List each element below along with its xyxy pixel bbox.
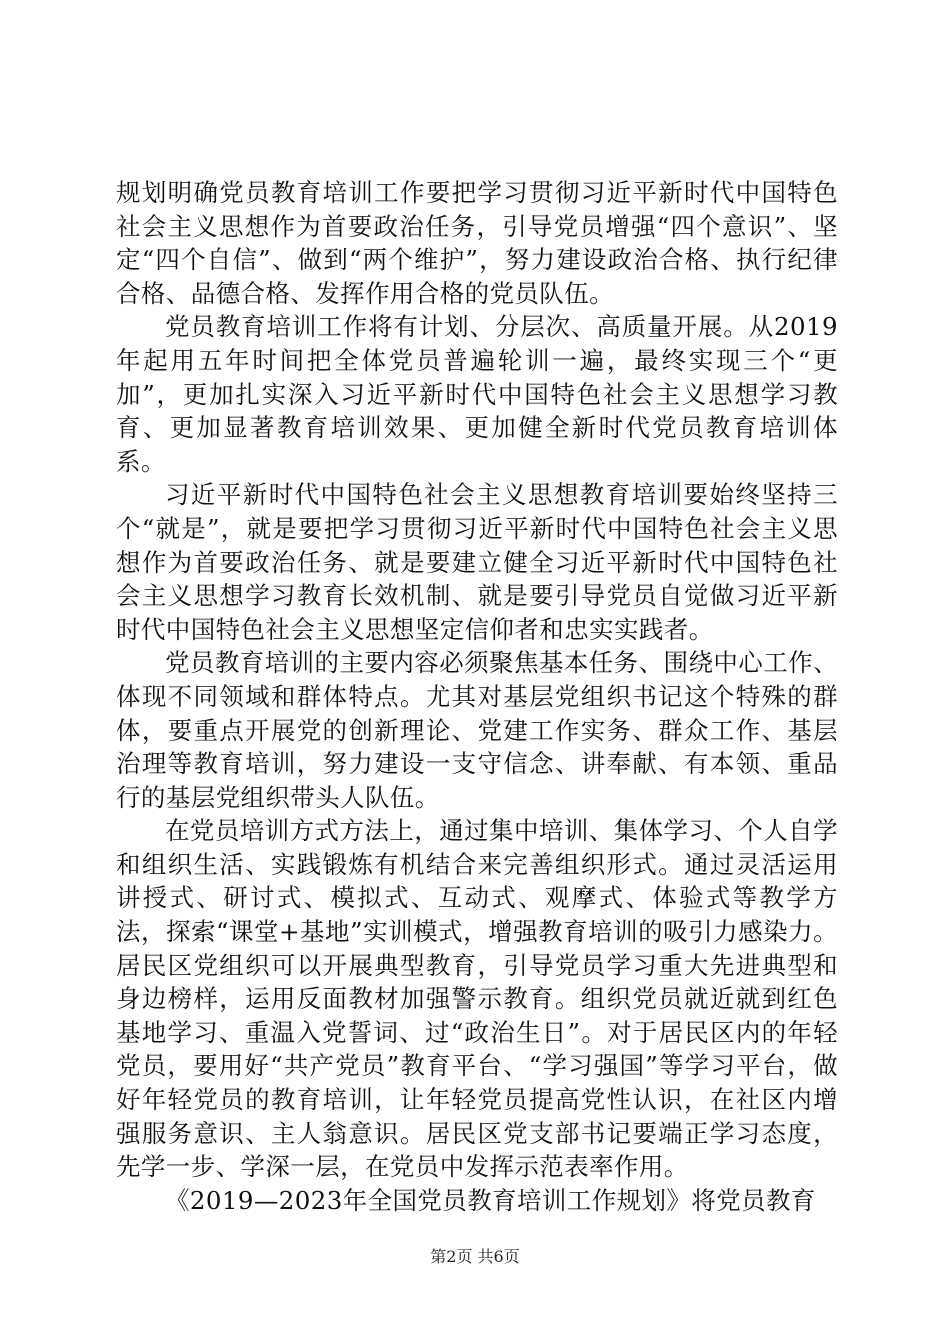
paragraph-2: 党员教育培训工作将有计划、分层次、高质量开展。从2019年起用五年时间把全体党员普遍轮训一遍，最终实现三个“更加”，更加扎实深入习近平新时代中国特色社会主义思想学习教育、更加显著教育培训效果、更加健全新时代党员教育培训体系。: [116, 312, 838, 476]
paragraph-3: 习近平新时代中国特色社会主义思想教育培训要始终坚持三个“就是”，就是要把学习贯彻习近平新时代中国特色社会主义思想作为首要政治任务、就是要建立健全习近平新时代中国特色社会主义思想学习教育长效机制、就是要引导党员自觉做习近平新时代中国特色社会主义思想坚定信仰者和忠实实践者。: [116, 480, 838, 644]
paragraph-4: 党员教育培训的主要内容必须聚焦基本任务、围绕中心工作、体现不同领域和群体特点。尤其对基层党组织书记这个特殊的群体，要重点开展党的创新理论、党建工作实务、群众工作、基层治理等教育培训，努力建设一支守信念、讲奉献、有本领、重品行的基层党组织带头人队伍。: [116, 648, 838, 812]
paragraph-1: 规划明确党员教育培训工作要把学习贯彻习近平新时代中国特色社会主义思想作为首要政治任务，引导党员增强“四个意识”、坚定“四个自信”、做到“两个维护”，努力建设政治合格、执行纪律合格、品德合格、发挥作用合格的党员队伍。: [116, 178, 838, 308]
paragraph-6: 《2019—2023年全国党员教育培训工作规划》将党员教育: [165, 1185, 816, 1215]
page-footer: [0, 1244, 950, 1267]
paragraph-5: 在党员培训方式方法上，通过集中培训、集体学习、个人自学和组织生活、实践锻炼有机结合来完善组织形式。通过灵活运用讲授式、研讨式、模拟式、互动式、观摩式、体验式等教学方法，探索“课堂+基地”实训模式，增强教育培训的吸引力感染力。居民区党组织可以开展典型教育，引导党员学习重大先进典型和身边榜样，运用反面教材加强警示教育。组织党员就近就到红色基地学习、重温入党誓词、过“政治生日”。对于居民区内的年轻党员，要用好“共产党员”教育平台、“学习强国”等学习平台，做好年轻党员的教育培训，让年轻党员提高党性认识，在社区内增强服务意识、主人翁意识。居民区党支部书记要端正学习态度，先学一步、学深一层，在党员中发挥示范表率作用。: [116, 816, 838, 1182]
page-number-label: 第2页 共6页: [430, 1247, 520, 1266]
document-body: [116, 176, 838, 1217]
